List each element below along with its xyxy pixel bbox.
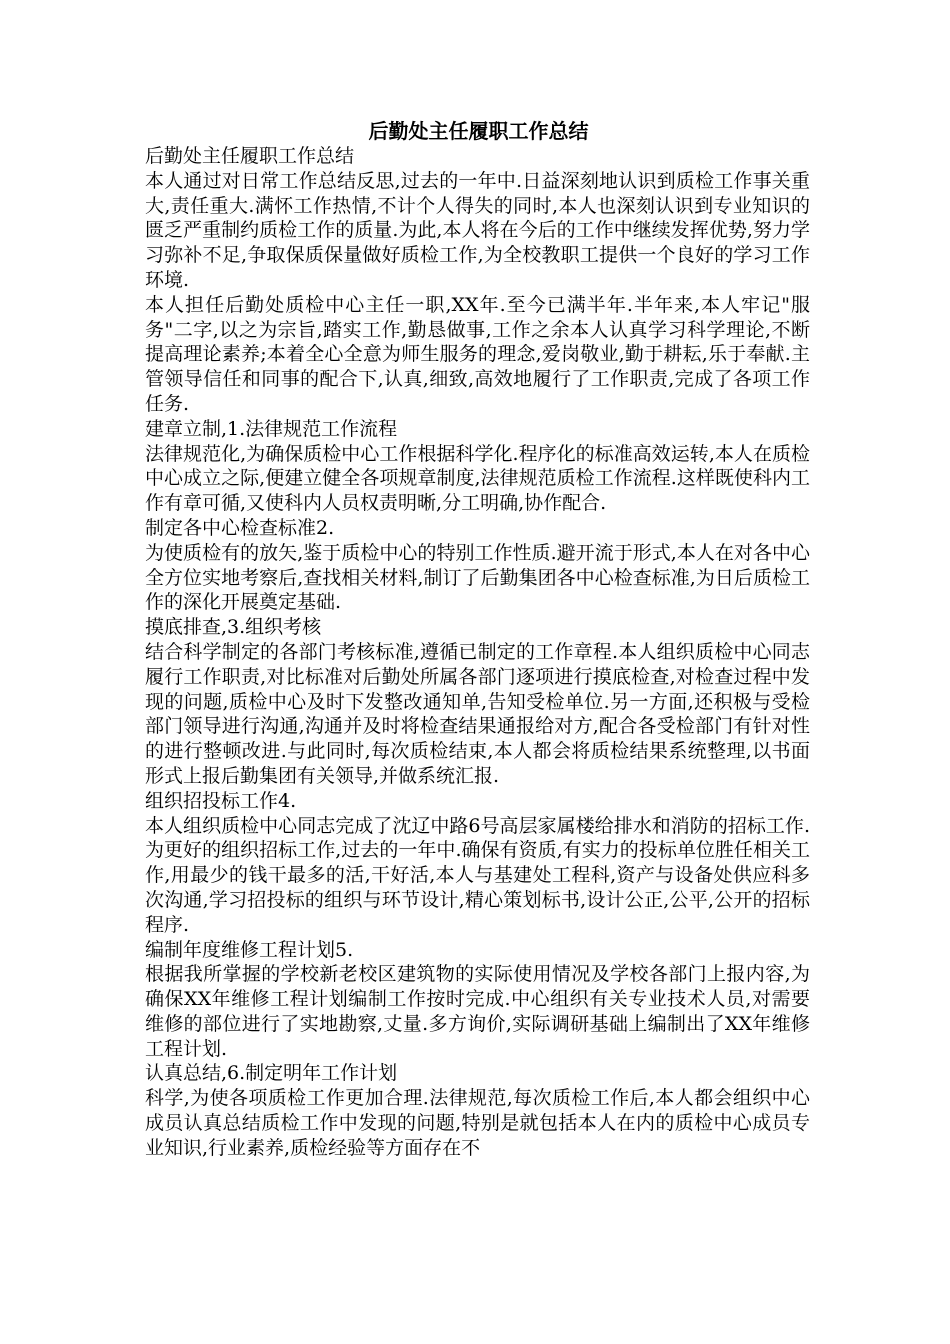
section-heading-1: 建章立制,1.法律规范工作流程 xyxy=(145,417,398,440)
document-page xyxy=(145,118,810,1161)
section-heading-4: 组织招投标工作4. xyxy=(145,789,297,812)
paragraph-4: 本人组织质检中心同志完成了沈辽中路6号高层家属楼给排水和消防的招标工作.为更好的组织招标工作,过去的一年中.确保有资质,有实力的投标单位胜任相关工作,用最少的钱干最多的活,干好活,本人与基建处工程科,资产与设备处供应科多次沟通,学习招投标的组织与环节设计,精心策划标书,设计公正,公平,公开的招标程序. xyxy=(145,814,810,936)
document-body xyxy=(145,144,810,1161)
section-heading-2: 制定各中心检查标准2. xyxy=(145,516,335,539)
paragraph-6: 科学,为使各项质检工作更加合理.法律规范,每次质检工作后,本人都会组织中心成员认真总结质检工作中发现的问题,特别是就包括本人在内的质检中心成员专业知识,行业素养,质检经验等方面存在不 xyxy=(145,1087,810,1159)
paragraph-2: 为使质检有的放矢,鉴于质检中心的特别工作性质.避开流于形式,本人在对各中心全方位实地考察后,查找相关材料,制订了后勤集团各中心检查标准,为日后质检工作的深化开展奠定基础. xyxy=(145,541,810,614)
paragraph-1: 法律规范化,为确保质检中心工作根据科学化.程序化的标准高效运转,本人在质检中心成立之际,便建立健全各项规章制度,法律规范质检工作流程.这样既使科内工作有章可循,又使科内人员权责明晰,分工明确,协作配合. xyxy=(145,442,810,515)
section-heading-5: 编制年度维修工程计划5. xyxy=(145,938,354,961)
paragraph-intro: 本人通过对日常工作总结反思,过去的一年中.日益深刻地认识到质检工作事关重大,责任重大.满怀工作热情,不计个人得失的同时,本人也深刻认识到专业知识的匮乏严重制约质检工作的质量.为此,本人将在今后的工作中继续发挥优势,努力学习弥补不足,争取保质保量做好质检工作,为全校教职工提供一个良好的学习工作环境. xyxy=(145,169,810,291)
paragraph-3: 结合科学制定的各部门考核标准,遵循已制定的工作章程.本人组织质检中心同志履行工作职责,对比标准对后勤处所属各部门逐项进行摸底检查,对检查过程中发现的问题,质检中心及时下发整改通知单,告知受检单位.另一方面,还积极与受检部门领导进行沟通,沟通并及时将检查结果通报给对方,配合各受检部门有针对性的进行整顿改进.与此同时,每次质检结束,本人都会将质检结果系统整理,以书面形式上报后勤集团有关领导,并做系统汇报. xyxy=(145,640,810,787)
paragraph-role: 本人担任后勤处质检中心主任一职,XX年.至今已满半年.半年来,本人牢记"服务"二字,以之为宗旨,踏实工作,勤恳做事,工作之余本人认真学习科学理论,不断提高理论素养;本着全心全意为师生服务的理念,爱岗敬业,勤于耕耘,乐于奉献.主管领导信任和同事的配合下,认真,细致,高效地履行了工作职责,完成了各项工作任务. xyxy=(145,293,810,415)
document-title: 后勤处主任履职工作总结 xyxy=(368,119,589,143)
paragraph-5: 根据我所掌握的学校新老校区建筑物的实际使用情况及学校各部门上报内容,为确保XX年维修工程计划编制工作按时完成.中心组织有关专业技术人员,对需要维修的部位进行了实地勘察,丈量.多方询价,实际调研基础上编制出了XX年维修工程计划. xyxy=(145,963,810,1060)
section-heading-6: 认真总结,6.制定明年工作计划 xyxy=(145,1062,398,1085)
section-heading-3: 摸底排查,3.组织考核 xyxy=(145,616,322,639)
doc-subtitle: 后勤处主任履职工作总结 xyxy=(145,145,355,167)
